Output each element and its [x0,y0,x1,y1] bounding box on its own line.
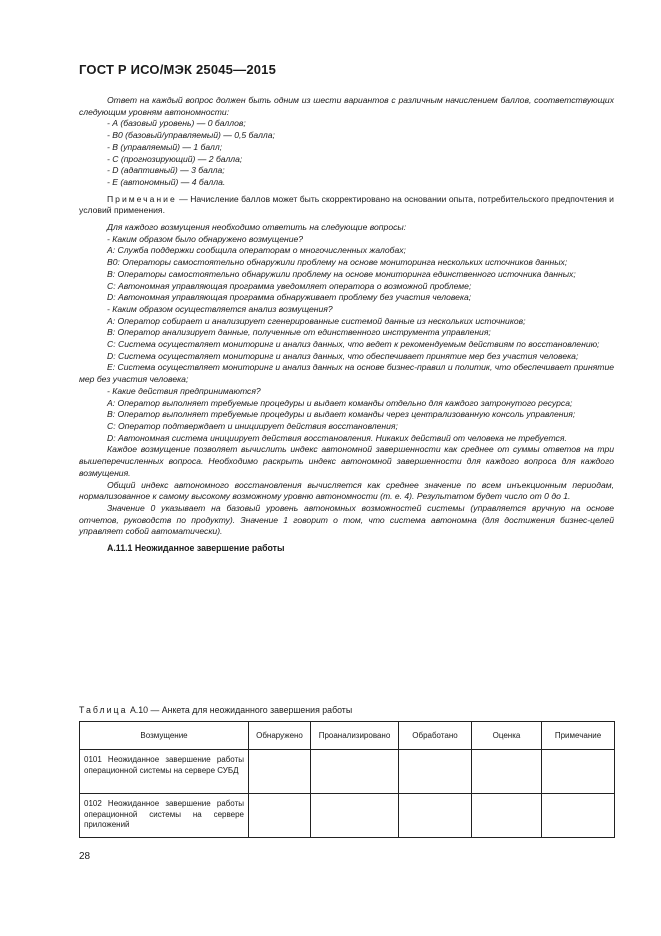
note-label: Примечание [107,193,177,204]
table-header-row [80,722,615,750]
empty-cell [249,750,311,794]
level-item: - D (адаптивный) — 3 балла; [107,165,225,176]
page-number: 28 [79,851,91,862]
answer-option: В0: Операторы самостоятельно обнаружили проблему на основе мониторинга нескольких источников данных; [107,257,568,268]
answer-option: А: Оператор выполняет требуемые процедуры и выдает команды отдельно для каждого затронутого ресурса; [107,397,573,408]
level-item: - В (управляемый) — 1 балл; [107,141,223,152]
empty-cell [399,750,472,794]
note-paragraph [79,194,614,217]
question-heading: - Каким образом было обнаружено возмущение? [107,233,304,244]
empty-cell [472,750,542,794]
body-text [79,95,614,553]
answer-option: А: Служба поддержки сообщила операторам о многочисленных жалобах; [107,245,406,256]
empty-cell [542,750,615,794]
answer-option: С: Система осуществляет мониторинг и анализ данных, что ведет к рекомендуемым действиям по восстановлению; [107,339,600,350]
document-header: ГОСТ Р ИСО/МЭК 25045—2015 [79,62,277,77]
body-paragraph: Каждое возмущение позволяет вычислить индекс автономной завершенности как среднее от суммы ответов на три вышеперечисленных вопроса. Необходимо раскрыть индекс автономной завершенности для каждого вопроса для каждого возмущения. [79,444,614,478]
column-header: Примечание [542,722,615,750]
empty-cell [472,794,542,838]
answer-option: С: Оператор подтверждает и инициирует действия восстановления; [107,420,398,431]
intro-paragraph: Ответ на каждый вопрос должен быть одним из шести вариантов с различным начислением баллов, соответствующих следующим уровням автономности: [79,95,614,117]
column-header: Обнаружено [249,722,311,750]
level-item: - В0 (базовый/управляемый) — 0,5 балла; [107,130,275,141]
empty-cell [311,794,399,838]
answer-option: В: Оператор выполняет требуемые процедуры и выдает команды через централизованную консоль управления; [107,409,576,420]
body-paragraph: Общий индекс автономного восстановления вычисляется как среднее значение по всем инъекционным периодам, нормализованное к самому высокому возможному уровню автономности (т. е. 4). Результатом будет число от 0 до 1. [79,479,614,502]
answer-option: В: Операторы самостоятельно обнаружили проблему на основе мониторинга единственного источника данных; [107,268,576,279]
table-row [80,794,615,838]
empty-cell [249,794,311,838]
note-text: — Начисление баллов может быть скорректировано на основании опыта, потребительского предпочтения и условий применения. [79,193,614,216]
event-cell: 0101 Неожиданное завершение работы операционной системы на сервере СУБД [80,750,249,794]
answer-option: С: Автономная управляющая программа уведомляет оператора о возможной проблеме; [107,280,472,291]
questions-intro: Для каждого возмущения необходимо ответить на следующие вопросы: [107,222,407,233]
answer-option: D: Автономная система инициирует действия восстановления. Никаких действий от человека не требуется. [107,432,567,443]
answer-option: А: Оператор собирает и анализирует сгенерированные системой данные из нескольких источников; [107,315,526,326]
empty-cell [311,750,399,794]
body-paragraph: Значение 0 указывает на базовый уровень автономных возможностей системы (управляется вручную на основе отчетов, руководств по продукту). Значение 1 говорит о том, что система автономна (для достижения бизнес-целей управляет собой автоматически). [79,502,614,537]
answer-option: D: Автономная управляющая программа обнаруживает проблему без участия человека; [107,292,472,303]
column-header: Обработано [399,722,472,750]
subsection-heading: А.11.1 Неожиданное завершение работы [107,543,285,554]
table-caption [79,705,352,715]
empty-cell [542,794,615,838]
question-heading: - Какие действия предпринимаются? [107,385,261,396]
answer-option: Е: Система осуществляет мониторинг и анализ данных на основе бизнес-правил и политик, что обеспечивает принятие мер без участия человека; [79,362,614,385]
level-item: - А (базовый уровень) — 0 баллов; [107,118,246,129]
question-heading: - Каким образом осуществляется анализ возмущения? [107,303,333,314]
level-item: - Е (автономный) — 4 балла. [107,176,226,187]
column-header: Оценка [472,722,542,750]
level-item: - С (прогнозирующий) — 2 балла; [107,153,243,164]
event-cell: 0102 Неожиданное завершение работы операционной системы на сервере приложений [80,794,249,838]
column-header: Проанализировано [311,722,399,750]
table-caption-text: А.10 — Анкета для неожиданного завершения работы [127,705,353,715]
questionnaire-table [79,721,615,838]
table-caption-label: Таблица [79,705,128,715]
empty-cell [399,794,472,838]
answer-option: В: Оператор анализирует данные, полученные от единственного инструмента управления; [107,327,491,338]
column-header: Возмущение [80,722,249,750]
table-row [80,750,615,794]
answer-option: D: Система осуществляет мониторинг и анализ данных, что обеспечивает принятие мер без участия человека; [107,350,579,361]
